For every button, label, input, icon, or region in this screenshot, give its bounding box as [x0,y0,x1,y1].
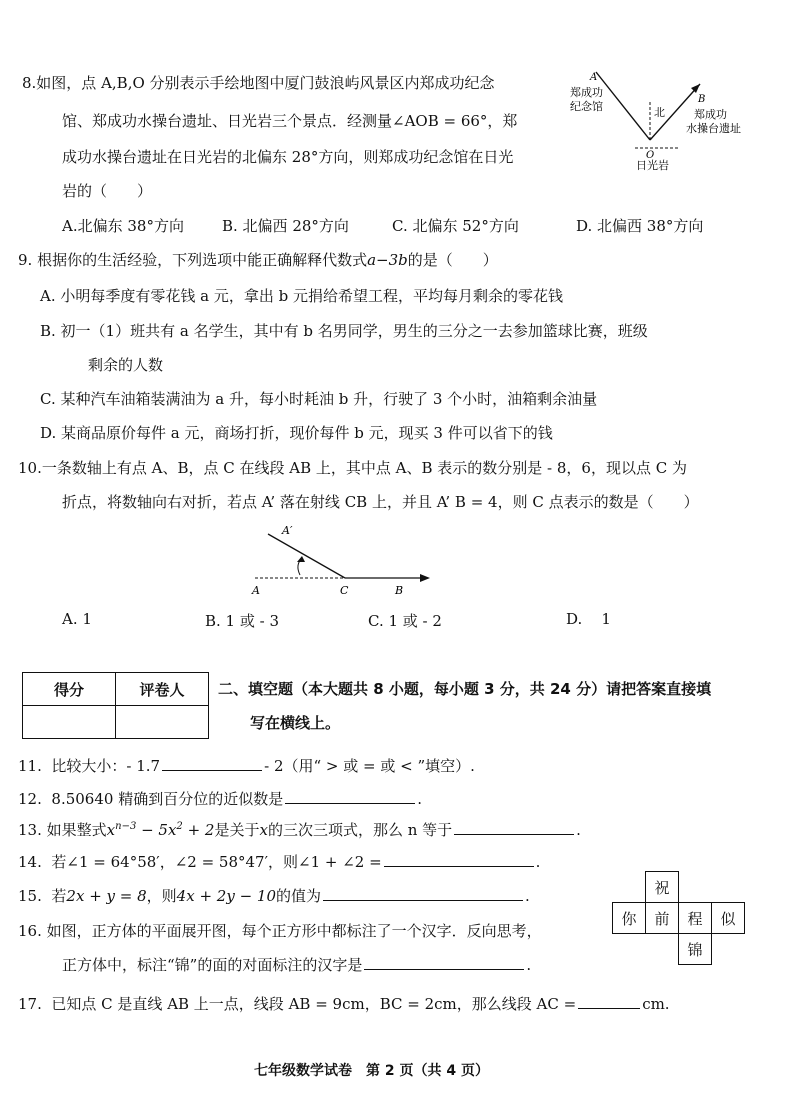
q8-fig-a-text1: 郑成功 [570,86,603,99]
q15-num: 15. [18,887,42,905]
q9-stem [18,249,498,270]
q8-option-b: B. 北偏西 28°方向 [222,217,349,235]
cube-net-bottom: 锦 [678,933,712,965]
q8-line2: 馆、郑成功水操台遗址、日光岩三个景点．经测量∠AOB = 66°，郑 [62,112,518,130]
q16-line1 [18,920,542,941]
q8-line1: 8.如图，点 A,B,O 分别表示手绘地图中厦门鼓浪屿风景区内郑成功纪念 [22,74,495,92]
q13-expr-b: − 5x [136,821,177,839]
q17-text1: 已知点 C 是直线 AB 上一点，线段 AB = 9cm，BC = 2cm，那么线段 AC = [51,995,577,1013]
q10-fig-c: C [340,584,349,597]
q11-text2: - 2（用“ > 或 = 或 < ”填空）. [264,757,475,775]
q12-answer-blank[interactable] [285,787,415,804]
q15-text4: . [525,887,530,905]
q10-option-d-value: 1 [601,610,611,628]
q14 [18,850,540,872]
score-header: 得分 [23,673,116,706]
q8-angle-figure [560,62,780,172]
q13-text3: 的三次三项式，那么 n 等于 [267,821,453,839]
q10-option-d [566,610,611,628]
q9-option-c: C. 某种汽车油箱装满油为 a 升，每小时耗油 b 升，行驶了 3 个小时，油箱剩余油量 [40,390,598,408]
cube-net-cell-1: 你 [612,902,646,934]
q16-text2: 正方体中，标注“锦”的面的对面标注的汉字是 [62,956,363,974]
q10-option-b: B. 1 或 - 3 [205,612,280,630]
q10-option-c: C. 1 或 - 2 [368,612,442,630]
q8-fig-b-text2: 水操台遗址 [686,122,741,135]
q15 [18,884,530,906]
q16-text1: 如图，正方体的平面展开图，每个正方形中都标注了一个汉字．反向思考， [46,922,542,940]
cube-net-cell-3: 程 [678,902,712,934]
q9-option-b: B. 初一（1）班共有 a 名学生，其中有 b 名男同学，男生的三分之一去参加篮球比赛，班级 [40,322,648,340]
section2-title-line2: 写在横线上。 [250,714,341,732]
q11-text1: 比较大小：- 1.7 [51,757,161,775]
q10-number-line-figure [240,520,440,600]
q13-expr-a: x [106,821,116,839]
q12 [18,787,422,809]
q16-line2 [62,953,531,975]
q11-num: 11. [18,757,42,775]
q8-fig-label-o: O [646,150,655,161]
q8-option-c: C. 北偏东 52°方向 [392,217,519,235]
q9-stem-text: 9. 根据你的生活经验，下列选项中能正确解释代数式 [18,251,368,269]
section2-title-line1: 二、填空题（本大题共 8 小题，每小题 3 分，共 24 分）请把答案直接填 [218,680,712,698]
q13-num: 13. [18,821,42,839]
q13-expr-c: + 2 [182,821,215,839]
q13-text2: 是关于 [214,821,260,839]
q8-line4: 岩的（ ） [62,182,153,200]
q8-fig-label-a: A [590,72,598,83]
cube-net-top: 祝 [645,871,679,903]
q8-fig-o-text: 日光岩 [636,159,669,172]
q13-var: x [259,821,268,839]
q10-option-a: A. 1 [62,610,92,628]
q13-text1: 如果整式 [46,821,107,839]
q9-stem-tail: 的是（ ） [407,251,498,269]
q8-fig-a-text2: 纪念馆 [570,100,603,113]
q17-answer-blank[interactable] [578,992,640,1009]
q10-option-d-label: D. [566,610,588,628]
q14-answer-blank[interactable] [384,850,534,867]
q9-option-a: A. 小明每季度有零花钱 a 元，拿出 b 元捐给希望工程，平均每月剩余的零花钱 [40,287,563,305]
score-table [22,672,209,739]
q16-answer-blank[interactable] [364,953,524,970]
q13-answer-blank[interactable] [454,818,574,835]
q10-line1: 10.一条数轴上有点 A、B，点 C 在线段 AB 上，其中点 A、B 表示的数分别是 - 8，6，现以点 C 为 [18,459,687,477]
q11-answer-blank[interactable] [162,754,262,771]
q13 [18,818,581,840]
q8-fig-b-text1: 郑成功 [694,108,727,121]
q11 [18,754,475,776]
q8-fig-north: 北 [654,106,665,119]
q17-num: 17. [18,995,42,1013]
q15-answer-blank[interactable] [323,884,523,901]
grader-cell[interactable] [116,706,209,739]
q10-fig-a: A [252,584,260,597]
q8-option-d: D. 北偏西 38°方向 [576,217,704,235]
q9-expression: a−3b [367,251,408,269]
q13-text4: . [576,821,581,839]
q15-text1: 若 [51,887,67,905]
q10-fig-b: B [395,584,404,597]
cube-net-cell-2: 前 [645,902,679,934]
q15-expr2: 4x + 2y − 10 [176,887,276,905]
page-footer: 七年级数学试卷 第 2 页（共 4 页） [254,1063,489,1079]
q9-option-d: D. 某商品原价每件 a 元，商场打折，现价每件 b 元，现买 3 件可以省下的钱 [40,424,553,442]
q15-text2: ，则 [146,887,177,905]
q16-text2-end: . [526,956,532,974]
q17 [18,992,670,1014]
q13-expr-exp: n−3 [115,821,137,832]
cube-net-cell-4: 似 [711,902,745,934]
q12-num: 12. [18,790,42,808]
q14-text2: . [535,853,541,871]
q15-expr1: 2x + y = 8 [66,887,147,905]
q17-text2: cm. [642,995,670,1013]
q14-num: 14. [18,853,42,871]
q12-text2: . [417,790,422,808]
q16-num: 16. [18,922,42,940]
q12-text1: 8.50640 精确到百分位的近似数是 [51,790,284,808]
q14-text1: 若∠1 = 64°58′，∠2 = 58°47′，则∠1 + ∠2 = [51,853,382,871]
q8-line3: 成功水操台遗址在日光岩的北偏东 28°方向，则郑成功纪念馆在日光 [62,148,514,166]
q9-option-b-cont: 剩余的人数 [88,356,164,374]
q10-fig-a-prime: A′ [282,524,293,537]
q8-fig-label-b: B [698,94,706,105]
q13-expr-exp2: 2 [176,821,183,832]
grader-header: 评卷人 [116,673,209,706]
q10-line2: 折点，将数轴向右对折，若点 A’ 落在射线 CB 上，并且 A’ B = 4，则 C 点表示的数是（ ） [62,493,699,511]
score-cell[interactable] [23,706,116,739]
q8-option-a: A.北偏东 38°方向 [62,217,184,235]
q15-text3: 的值为 [276,887,322,905]
